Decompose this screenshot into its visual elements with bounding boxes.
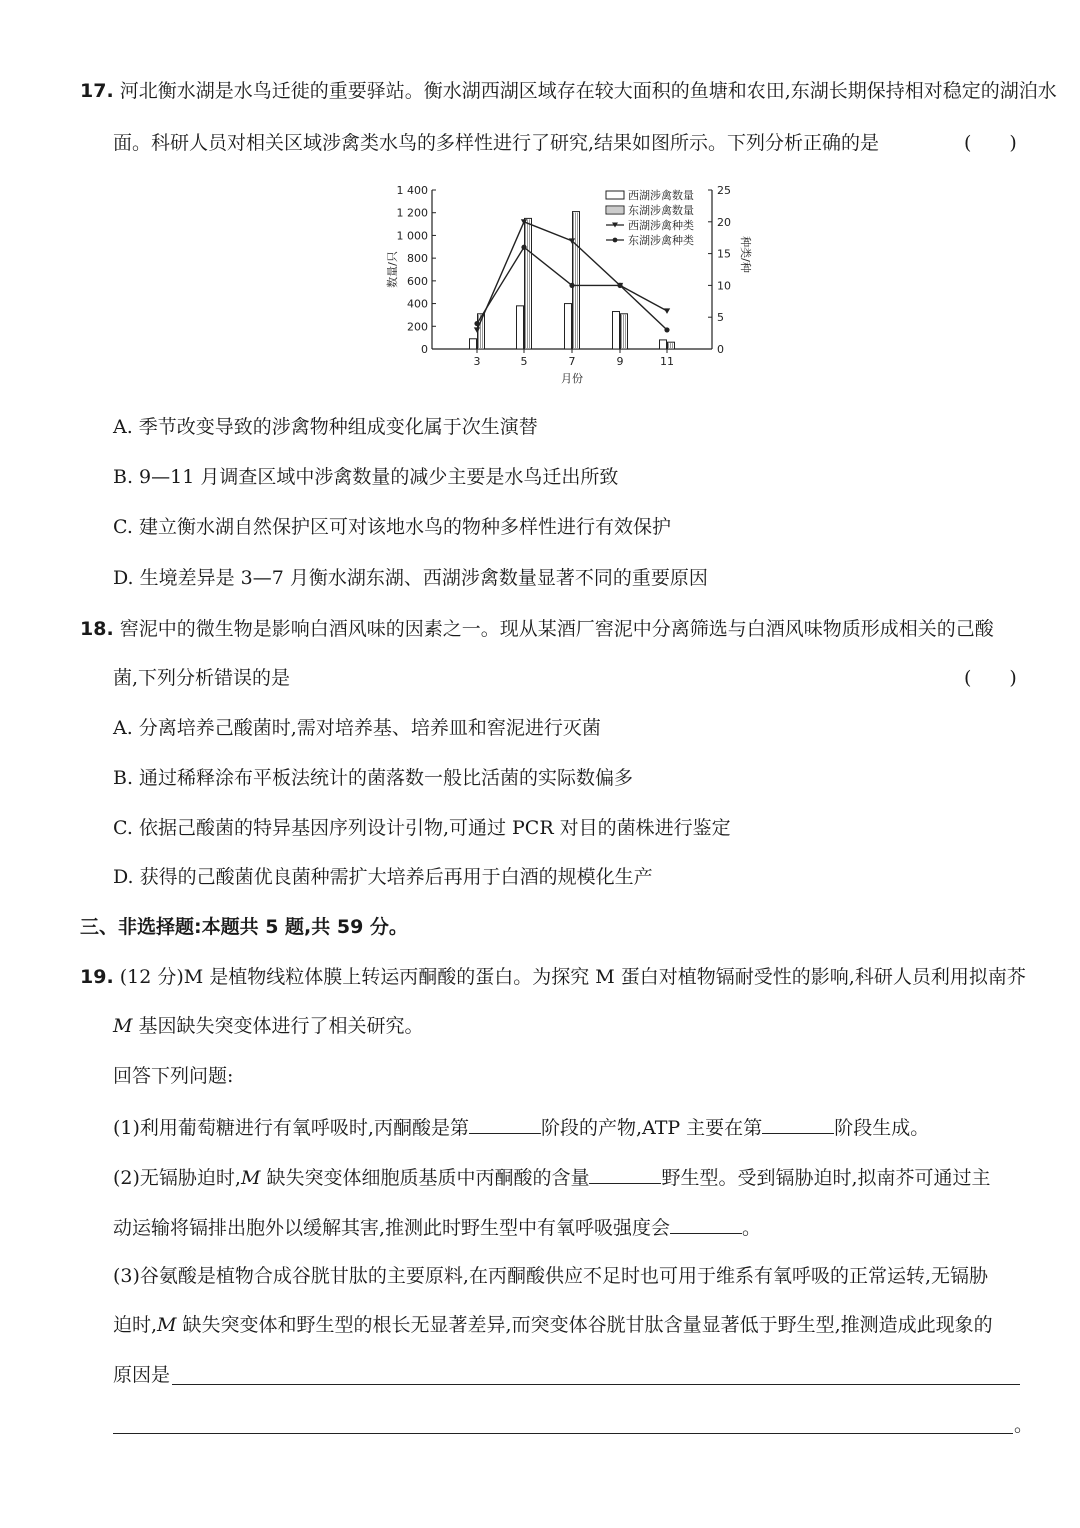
east-species-point [474, 321, 479, 326]
q19-stem-1: (12 分)M 是植物线粒体膜上转运丙酮酸的蛋白。为探究 M 蛋白对植物镉耐受性的影响,科研人员利用拟南芥 [119, 966, 1026, 988]
q17-option-c: C. 建立衡水湖自然保护区可对该地水鸟的物种多样性进行有效保护 [113, 516, 671, 538]
q19-line2 [113, 1013, 424, 1039]
q19-part3-answer-line-2[interactable] [113, 1433, 1013, 1434]
q19-part2-line1 [113, 1163, 991, 1191]
left-tick-label: 200 [407, 320, 428, 334]
legend-west-species-label: 西湖涉禽种类 [628, 219, 694, 232]
q19-part2-text-c: 野生型。受到镉胁迫时,拟南芥可通过主 [661, 1167, 991, 1189]
q19-part1-blank-1[interactable] [469, 1113, 541, 1134]
q19-part3-text-a: 迫时, [113, 1314, 158, 1336]
q19-prompt: 回答下列问题: [113, 1065, 234, 1087]
legend-east-count-label: 东湖涉禽数量 [628, 204, 694, 217]
q19-part3-text-b: 缺失突变体和野生型的根长无显著差异,而突变体谷胱甘肽含量显著低于野生型,推测造成此现象的 [176, 1314, 993, 1336]
legend-east-count-swatch [606, 206, 624, 214]
q18-stem-1: 窖泥中的微生物是影响白酒风味的因素之一。现从某酒厂窖泥中分离筛选与白酒风味物质形成相关的己酸 [119, 618, 994, 640]
east-species-point [569, 283, 574, 288]
q18-answer-paren: ( ) [964, 667, 1017, 689]
west-count-bar [565, 304, 572, 349]
q19-part3-answer-line-1[interactable] [172, 1384, 1020, 1385]
right-tick-label: 10 [717, 279, 731, 293]
legend-east-species-label: 东湖涉禽种类 [628, 234, 694, 247]
q18-option-d: D. 获得的己酸菌优良菌种需扩大培养后再用于白酒的规模化生产 [113, 866, 653, 888]
west-count-bar [660, 340, 667, 349]
left-tick-label: 1 000 [396, 229, 428, 243]
q17-line1 [80, 78, 1057, 104]
right-tick-label: 25 [717, 184, 731, 197]
q19-part2-blank-2[interactable] [670, 1213, 742, 1234]
left-tick-label: 1 400 [396, 184, 428, 197]
right-tick-label: 15 [717, 247, 731, 261]
x-tick-label: 9 [616, 355, 624, 368]
x-tick-label: 11 [660, 355, 674, 368]
q19-part2-text-d: 动运输将镉排出胞外以缓解其害,推测此时野生型中有氧呼吸强度会 [113, 1217, 671, 1239]
right-tick-label: 5 [717, 311, 724, 325]
q17-number: 17. [80, 80, 114, 102]
q19-part2-gene: M [240, 1167, 261, 1189]
q18-stem-2: 菌,下列分析错误的是 [113, 667, 291, 689]
q19-line1 [80, 964, 1026, 990]
west-count-bar [470, 339, 477, 349]
x-tick-label: 3 [473, 355, 481, 368]
section-3-heading: 三、非选择题:本题共 5 题,共 59 分。 [80, 916, 408, 938]
q19-part1-blank-2[interactable] [762, 1113, 834, 1134]
legend-dot-marker [613, 238, 618, 243]
q19-part3-line1: (3)谷氨酸是植物合成谷胱甘肽的主要原料,在丙酮酸供应不足时也可用于维系有氧呼吸的正常运转,无镉胁 [113, 1265, 988, 1287]
west-species-point [664, 308, 670, 314]
q18-line1 [80, 616, 994, 642]
west-count-bar [613, 312, 620, 349]
left-axis-title: 数量/只 [386, 251, 399, 288]
q19-part3-gene: M [157, 1314, 177, 1336]
q18-option-a: A. 分离培养己酸菌时,需对培养基、培养皿和窖泥进行灭菌 [113, 717, 601, 739]
left-tick-label: 1 200 [396, 206, 428, 220]
q18-line2 [113, 665, 290, 691]
q19-part1-text-a: (1)利用葡萄糖进行有氧呼吸时,丙酮酸是第 [113, 1117, 469, 1139]
q19-part2-blank-1[interactable] [589, 1163, 661, 1184]
q18-option-b: B. 通过稀释涂布平板法统计的菌落数一般比活菌的实际数偏多 [113, 767, 634, 789]
east-species-point [664, 327, 669, 332]
q19-gene-symbol: M [113, 1015, 133, 1037]
q18-number: 18. [80, 618, 114, 640]
q19-part1-text-c: 阶段生成。 [834, 1117, 930, 1139]
q19-part1-text-b: 阶段的产物,ATP 主要在第 [540, 1117, 763, 1139]
x-tick-label: 5 [520, 355, 528, 368]
legend-west-count-swatch [606, 191, 624, 199]
q19-part3-period: 。 [1014, 1414, 1034, 1436]
q19-part2-line2 [113, 1213, 761, 1241]
q17-stem-2: 面。科研人员对相关区域涉禽类水鸟的多样性进行了研究,结果如图所示。下列分析正确的是 [113, 132, 880, 154]
q19-number: 19. [80, 966, 114, 988]
right-axis-title: 种类/种 [739, 236, 752, 273]
q19-part2-text-a: (2)无镉胁迫时, [113, 1167, 241, 1189]
q17-stem-1: 河北衡水湖是水鸟迁徙的重要驿站。衡水湖西湖区域存在较大面积的鱼塘和农田,东湖长期保持相对稳定的湖泊水 [119, 80, 1057, 102]
west-count-bar [517, 306, 524, 349]
legend-west-count-label: 西湖涉禽数量 [628, 189, 694, 202]
q17-option-a: A. 季节改变导致的涉禽物种组成变化属于次生演替 [113, 416, 538, 438]
q19-stem-2: 基因缺失突变体进行了相关研究。 [132, 1015, 424, 1037]
q17-option-b: B. 9—11 月调查区域中涉禽数量的减少主要是水鸟迁出所致 [113, 466, 619, 488]
east-species-point [521, 245, 526, 250]
x-tick-label: 7 [568, 355, 576, 368]
left-tick-label: 400 [407, 297, 428, 311]
left-tick-label: 600 [407, 274, 428, 288]
right-tick-label: 0 [717, 343, 724, 356]
x-axis-title: 月份 [561, 372, 583, 385]
waterbird-chart [360, 175, 780, 390]
q17-option-d: D. 生境差异是 3—7 月衡水湖东湖、西湖涉禽数量显著不同的重要原因 [113, 567, 708, 589]
q19-part3-line2 [113, 1312, 993, 1338]
right-tick-label: 20 [717, 215, 731, 229]
q17-answer-paren: ( ) [964, 132, 1017, 154]
q17-line2 [113, 130, 879, 156]
q18-option-c: C. 依据己酸菌的特异基因序列设计引物,可通过 PCR 对目的菌株进行鉴定 [113, 817, 731, 839]
east-species-point [617, 283, 622, 288]
left-tick-label: 0 [421, 343, 428, 356]
q19-part2-text-b: 缺失突变体细胞质基质中丙酮酸的含量 [260, 1167, 590, 1189]
q19-part2-text-e: 。 [742, 1217, 762, 1239]
left-tick-label: 800 [407, 252, 428, 266]
q19-part3-line3: 原因是 [113, 1364, 171, 1386]
q19-part1 [113, 1113, 929, 1141]
